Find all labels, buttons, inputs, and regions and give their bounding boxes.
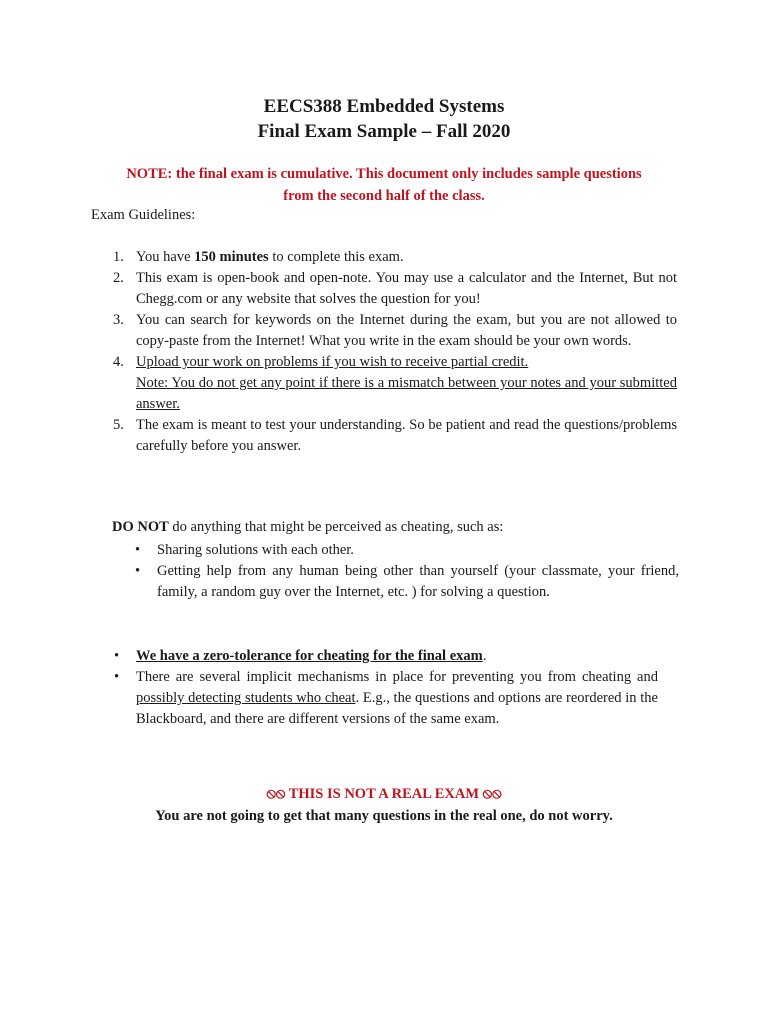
document-header <box>0 94 768 144</box>
exam-title: Final Exam Sample – Fall 2020 <box>257 121 511 142</box>
guidelines-list <box>91 247 677 457</box>
bullet-icon: • <box>114 648 120 664</box>
bullet-icon: • <box>135 542 141 558</box>
guideline-item <box>91 247 677 268</box>
list-item-text: Sharing solutions with each other. <box>157 542 354 558</box>
guideline-number: 2. <box>113 270 124 286</box>
note-line-2: from the second half of the class. <box>283 188 485 204</box>
bullet-icon: • <box>114 669 120 685</box>
list-item <box>135 561 679 603</box>
do-not-label: DO NOT <box>112 519 169 535</box>
cheating-examples-list <box>135 540 679 603</box>
guideline-item <box>91 352 677 415</box>
cheating-policy-list <box>114 646 658 730</box>
list-item <box>135 540 679 561</box>
guideline-text: This exam is open-book and open-note. You may use a calculator and the Internet, But not Chegg.com or any website that solves the question for you! <box>136 270 677 307</box>
guideline-text-post: to complete this exam. <box>268 249 404 265</box>
guideline-text: You can search for keywords on the Internet during the exam, but you are not allowed to copy-paste from the Internet! What you write in the exam should be your own words. <box>136 312 677 349</box>
not-real-exam-subtext: You are not going to get that many questions in the real one, do not worry. <box>155 808 613 824</box>
guideline-item <box>91 268 677 310</box>
guideline-number: 3. <box>113 312 124 328</box>
guideline-number: 1. <box>113 249 124 265</box>
guideline-number: 5. <box>113 417 124 433</box>
zero-tolerance-statement: We have a zero-tolerance for cheating for the final exam <box>136 648 483 664</box>
guideline-item <box>91 310 677 352</box>
not-real-exam-warning: ⦸⦸ THIS IS NOT A REAL EXAM ⦸⦸ <box>266 786 502 802</box>
guideline-number: 4. <box>113 354 124 370</box>
mechanisms-text-pre: There are several implicit mechanisms in place for preventing you from cheating and <box>136 669 658 685</box>
bullet-icon: • <box>135 563 141 579</box>
guidelines-heading: Exam Guidelines: <box>91 207 196 223</box>
course-title: EECS388 Embedded Systems <box>263 96 505 117</box>
guideline-time-limit: 150 minutes <box>194 249 269 265</box>
cheating-intro-text: do anything that might be perceived as cheating, such as: <box>168 519 504 535</box>
guideline-text: The exam is meant to test your understanding. So be patient and read the questions/problems carefully before you answer. <box>136 417 677 454</box>
list-item-text: Getting help from any human being other than yourself (your classmate, your friend, family, a random guy over the Internet, etc. ) for solving a question. <box>157 563 679 600</box>
detecting-cheat-text: possibly detecting students who cheat <box>136 690 356 706</box>
mechanisms-text-post: . E.g., the questions and options are reordered in the Blackboard, and there are different versions of the same exam. <box>136 690 658 727</box>
guideline-partial-credit: Upload your work on problems if you wish to receive partial credit. <box>136 354 529 370</box>
cumulative-note <box>80 163 688 207</box>
zero-tolerance-period: . <box>482 648 487 664</box>
list-item <box>114 667 658 730</box>
guideline-mismatch-note: Note: You do not get any point if there is a mismatch between your notes and your submitted answer. <box>136 375 677 412</box>
note-line-1: NOTE: the final exam is cumulative. This document only includes sample questions <box>126 166 642 182</box>
list-item <box>114 646 658 667</box>
guideline-text-pre: You have <box>136 249 195 265</box>
guideline-item <box>91 415 677 457</box>
cheating-intro <box>112 519 503 536</box>
